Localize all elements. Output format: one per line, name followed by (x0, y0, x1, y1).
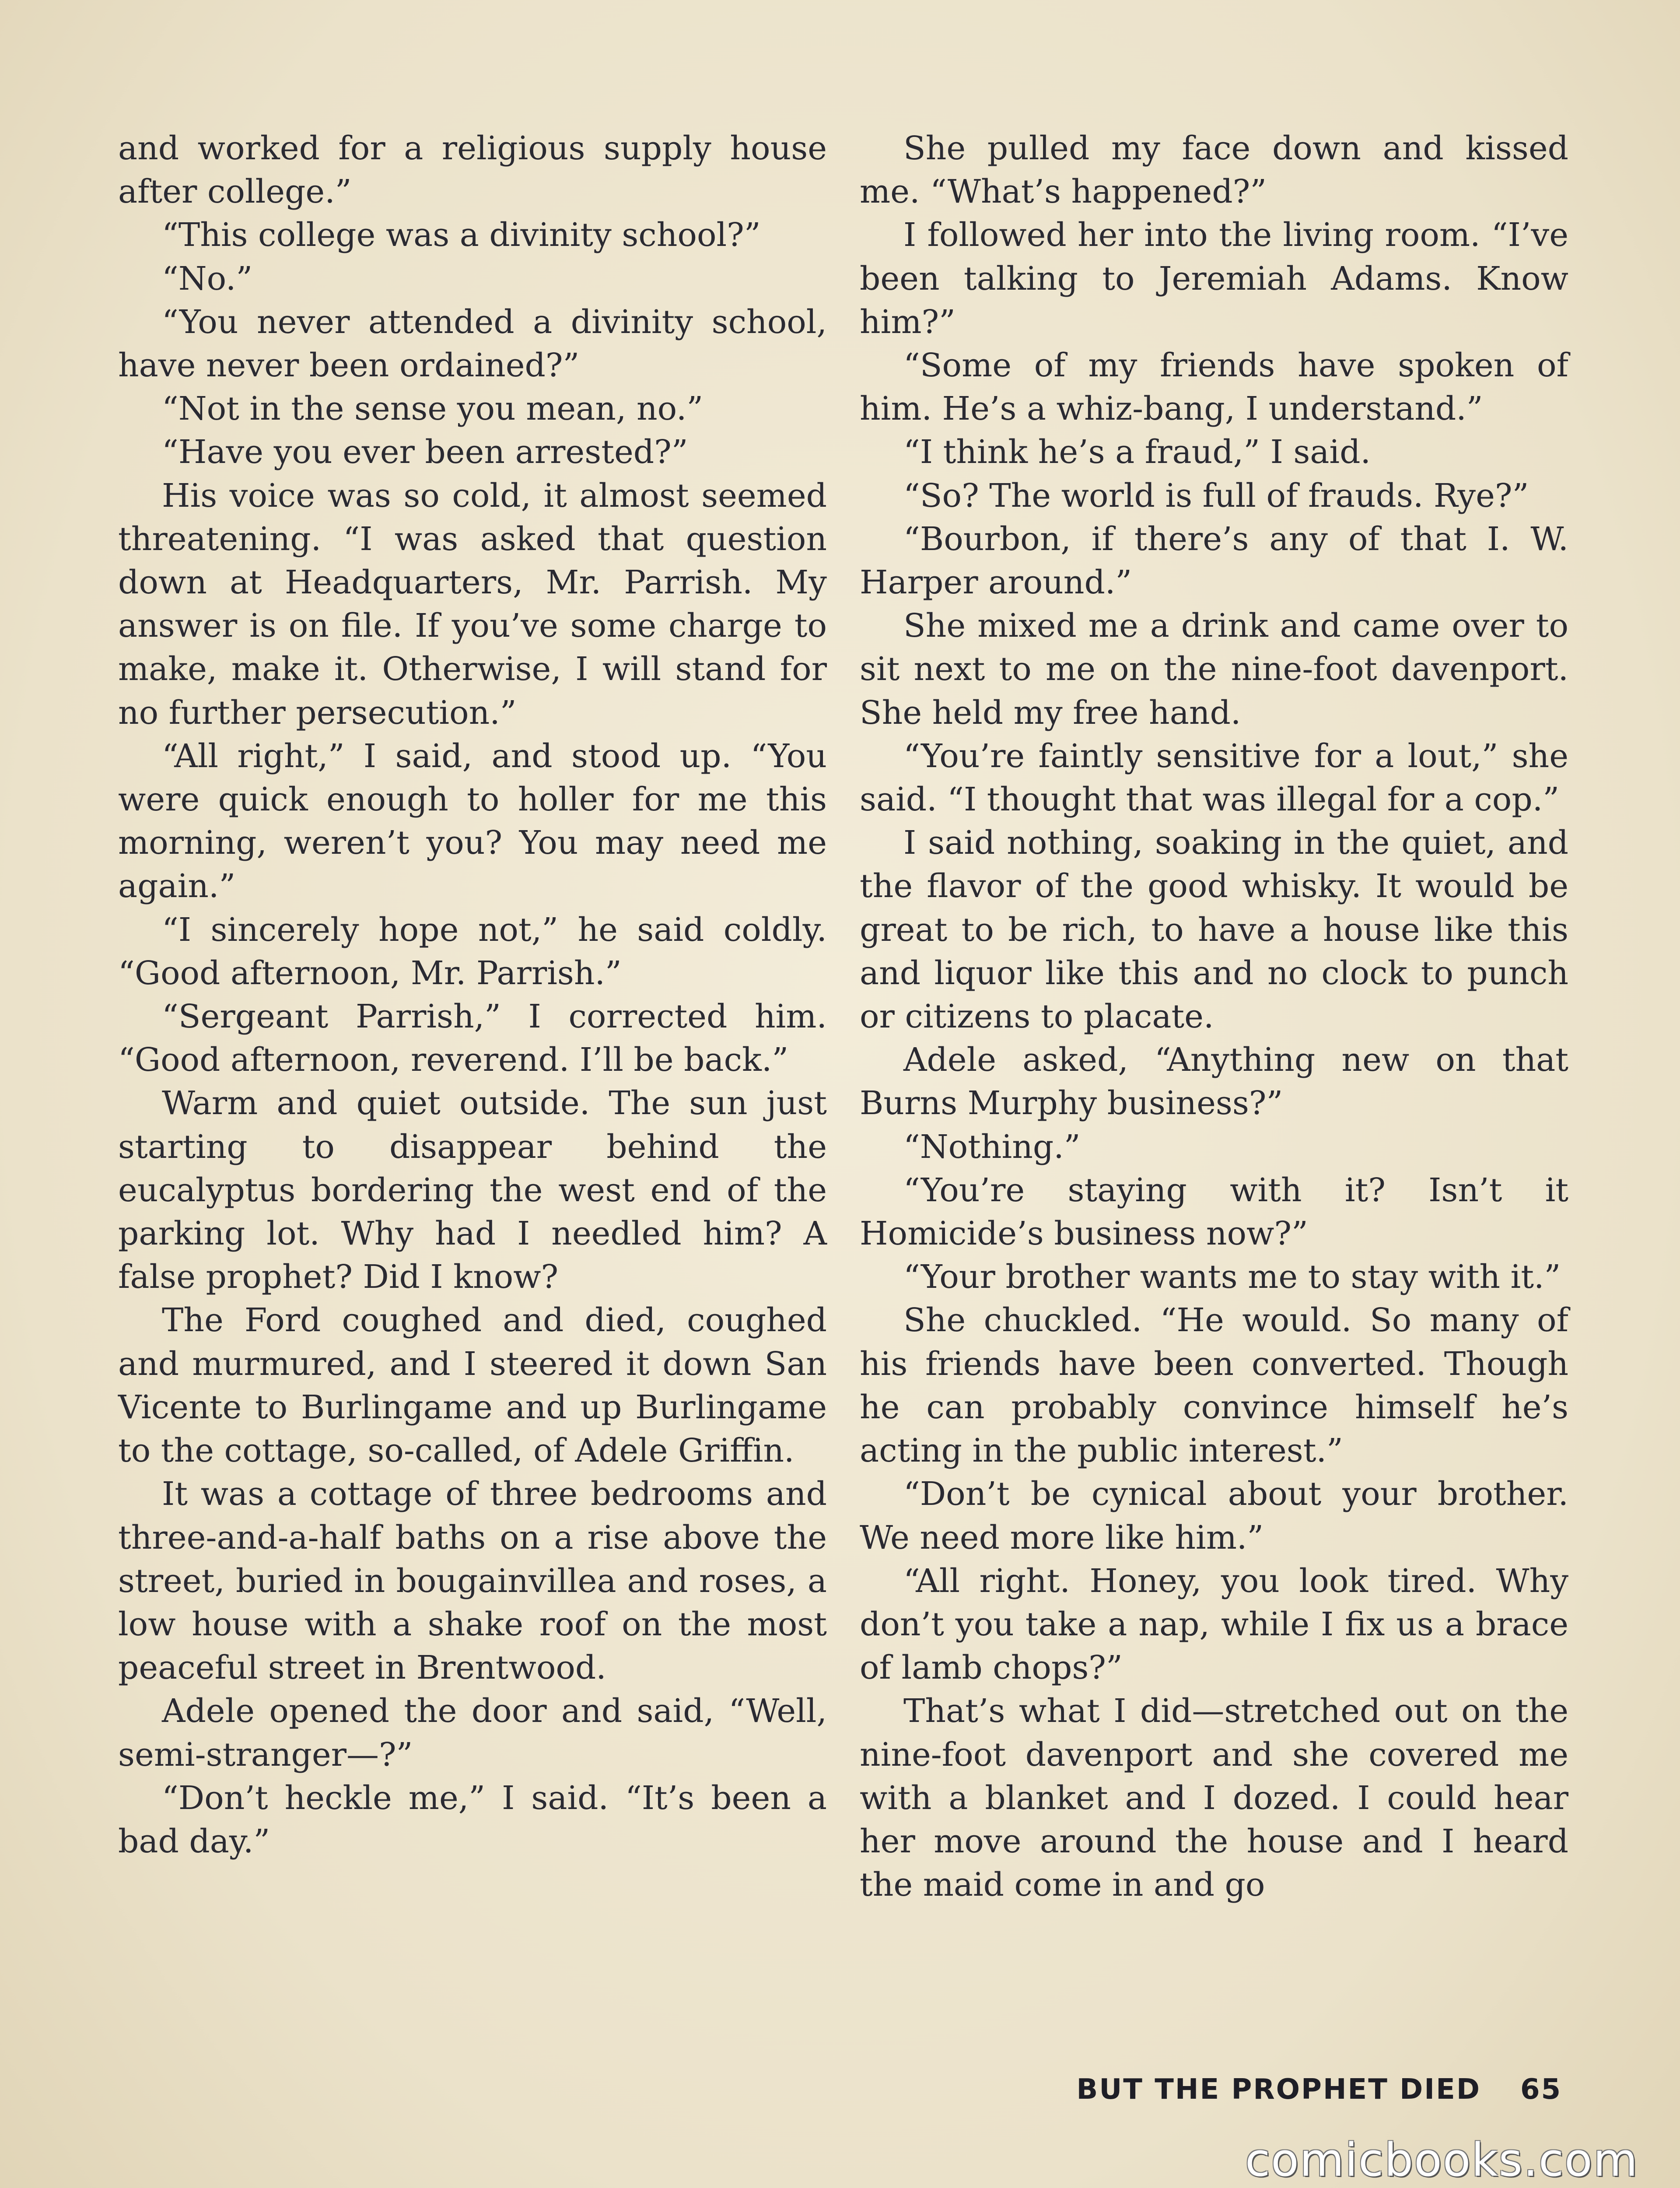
paragraph: Warm and quiet outside. The sun just starting to disappear behind the eucalyptus bordering the west end of the parking lot. Why had I needled him? A false prophet? Did I know? (118, 1084, 827, 1296)
paragraph: “Have you ever been arrested?” (162, 433, 688, 471)
paragraph: I followed her into the living room. “I’ve been talking to Jeremiah Adams. Know him?” (860, 216, 1568, 341)
page-footer (1077, 2073, 1562, 2106)
paragraph: “Not in the sense you mean, no.” (162, 390, 704, 428)
paragraph: “Bourbon, if there’s any of that I. W. Harper around.” (860, 520, 1568, 602)
paragraph: Adele opened the door and said, “Well, semi-stranger—?” (118, 1692, 827, 1774)
paragraph: “You’re faintly sensitive for a lout,” she said. “I thought that was illegal for a cop.” (860, 737, 1568, 819)
paragraph: “No.” (162, 259, 253, 298)
paragraph: “Sergeant Parrish,” I corrected him. “Good afternoon, reverend. I’ll be back.” (118, 998, 827, 1079)
paragraph: She pulled my face down and kissed me. “What’s happened?” (860, 130, 1568, 211)
page-number: 65 (1520, 2073, 1562, 2106)
paragraph: “You never attended a divinity school, have never been ordained?” (118, 303, 827, 385)
paragraph: She chuckled. “He would. So many of his friends have been converted. Though he can probably convince himself he’s acting in the public interest.” (860, 1301, 1568, 1470)
paragraph: I said nothing, soaking in the quiet, and the flavor of the good whisky. It would be great to be rich, to have a house like this and liquor like this and no clock to punch or citizens to placate. (860, 824, 1568, 1036)
paragraph: “So? The world is full of frauds. Rye?” (903, 477, 1529, 515)
paragraph: and worked for a religious supply house after college.” (118, 130, 827, 211)
paragraph: “All right,” I said, and stood up. “You were quick enough to holler for me this morning, weren’t you? You may need me again.” (118, 737, 827, 905)
paragraph: “I think he’s a fraud,” I said. (903, 433, 1371, 471)
paragraph: Adele asked, “Anything new on that Burns Murphy business?” (860, 1041, 1568, 1122)
paragraph: That’s what I did—stretched out on the nine-foot davenport and she covered me with a blanket and I dozed. I could hear her move around the house and I heard the maid come in and go (860, 1692, 1568, 1904)
paragraph: “I sincerely hope not,” he said coldly. “Good afternoon, Mr. Parrish.” (118, 911, 827, 992)
paragraph: “Nothing.” (903, 1128, 1081, 1166)
right-text-column (860, 127, 1568, 1907)
paragraph: His voice was so cold, it almost seemed threatening. “I was asked that question down at Headquarters, Mr. Parrish. My answer is on file. If you’ve some charge to make, make it. Otherwise, I will stand for no further persecution.” (118, 477, 827, 732)
paragraph: “Your brother wants me to stay with it.” (903, 1258, 1561, 1296)
paragraph: “Don’t heckle me,” I said. “It’s been a bad day.” (118, 1779, 827, 1860)
site-watermark: comicbooks.com (1245, 2133, 1638, 2187)
paragraph: “Don’t be cynical about your brother. We need more like him.” (860, 1475, 1568, 1557)
left-text-column (118, 127, 827, 1863)
paragraph: It was a cottage of three bedrooms and three-and-a-half baths on a rise above the street, buried in bougainvillea and roses, a low house with a shake roof on the most peaceful street in Brentwood. (118, 1475, 827, 1687)
paragraph: She mixed me a drink and came over to sit next to me on the nine-foot davenport. She held my free hand. (860, 607, 1568, 732)
paragraph: The Ford coughed and died, coughed and murmured, and I steered it down San Vicente to Burlingame and up Burlingame to the cottage, so-called, of Adele Griffin. (118, 1301, 827, 1470)
paragraph: “This college was a divinity school?” (162, 216, 761, 254)
paragraph: “Some of my friends have spoken of him. He’s a whiz-bang, I understand.” (860, 347, 1568, 428)
paragraph: “You’re staying with it? Isn’t it Homicide’s business now?” (860, 1171, 1568, 1253)
paragraph: “All right. Honey, you look tired. Why don’t you take a nap, while I fix us a brace of lamb chops?” (860, 1562, 1568, 1687)
running-title: BUT THE PROPHET DIED (1076, 2073, 1481, 2106)
